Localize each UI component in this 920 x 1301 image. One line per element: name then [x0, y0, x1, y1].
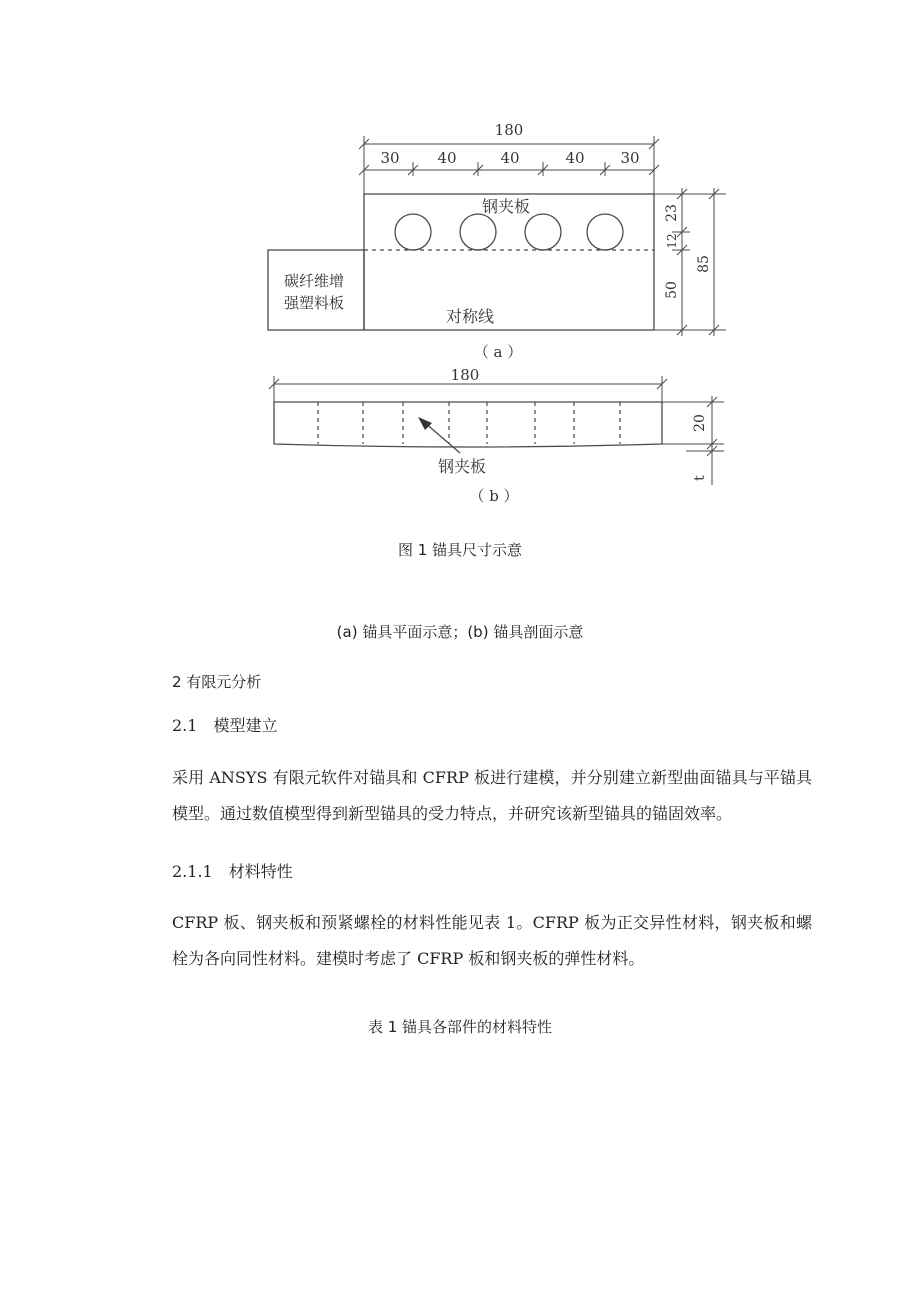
plan-steel-plate-label: 钢夹板	[481, 197, 531, 216]
cfrp-plate-plan	[268, 250, 364, 330]
section-dim-height: 20	[692, 414, 708, 432]
plan-overall-dim: 180	[494, 121, 524, 139]
table-title: 表 1 锚具各部件的材料特性	[367, 1018, 553, 1036]
plan-sublabel: （ a ）	[473, 343, 523, 361]
section-view	[269, 366, 724, 505]
plan-dim-total: 85	[696, 255, 712, 273]
figure-subtitle: (a) 锚具平面示意；(b) 锚具剖面示意	[336, 623, 584, 641]
cfrp-label-line2: 强塑料板	[283, 294, 345, 312]
bolt-hole	[525, 214, 561, 250]
plan-dim-mid: 12	[665, 233, 679, 249]
anchor-dimension-figure	[0, 0, 920, 520]
bolt-hole	[460, 214, 496, 250]
plan-dim-top: 23	[664, 204, 680, 222]
section-sublabel: （ b ）	[469, 487, 519, 505]
plan-seg-dim-3: 40	[500, 149, 520, 167]
bolt-hole	[395, 214, 431, 250]
paragraph-2: CFRP 板、钢夹板和预紧螺栓的材料性能见表 1。CFRP 板为正交异性材料，钢夹板和螺栓为各向同性材料。建模时考虑了 CFRP 板和钢夹板的弹性材料。	[172, 913, 812, 968]
plan-view	[268, 121, 726, 361]
plan-seg-dim-5: 30	[620, 149, 640, 167]
section-dim-t: t	[692, 475, 708, 481]
cfrp-label-line1: 碳纤维增	[283, 272, 345, 290]
bolt-hole	[587, 214, 623, 250]
plan-seg-dim-1: 30	[380, 149, 400, 167]
symmetry-label: 对称线	[445, 307, 495, 326]
plan-dim-bottom: 50	[664, 281, 680, 299]
section-heading: 2 有限元分析	[172, 673, 262, 691]
subsub-heading: 2.1.1 材料特性	[172, 862, 293, 881]
steel-plate-section	[274, 402, 662, 447]
figure-title: 图 1 锚具尺寸示意	[397, 541, 523, 559]
section-steel-plate-label: 钢夹板	[437, 457, 487, 476]
plan-seg-dim-2: 40	[437, 149, 457, 167]
sub-heading: 2.1 模型建立	[172, 716, 278, 735]
plan-seg-dim-4: 40	[565, 149, 585, 167]
paragraph-1: 采用 ANSYS 有限元软件对锚具和 CFRP 板进行建模，并分别建立新型曲面锚具与平锚具模型。通过数值模型得到新型锚具的受力特点，并研究该新型锚具的锚固效率。	[172, 768, 812, 823]
section-arrow	[424, 422, 460, 453]
section-overall-dim: 180	[450, 366, 480, 384]
